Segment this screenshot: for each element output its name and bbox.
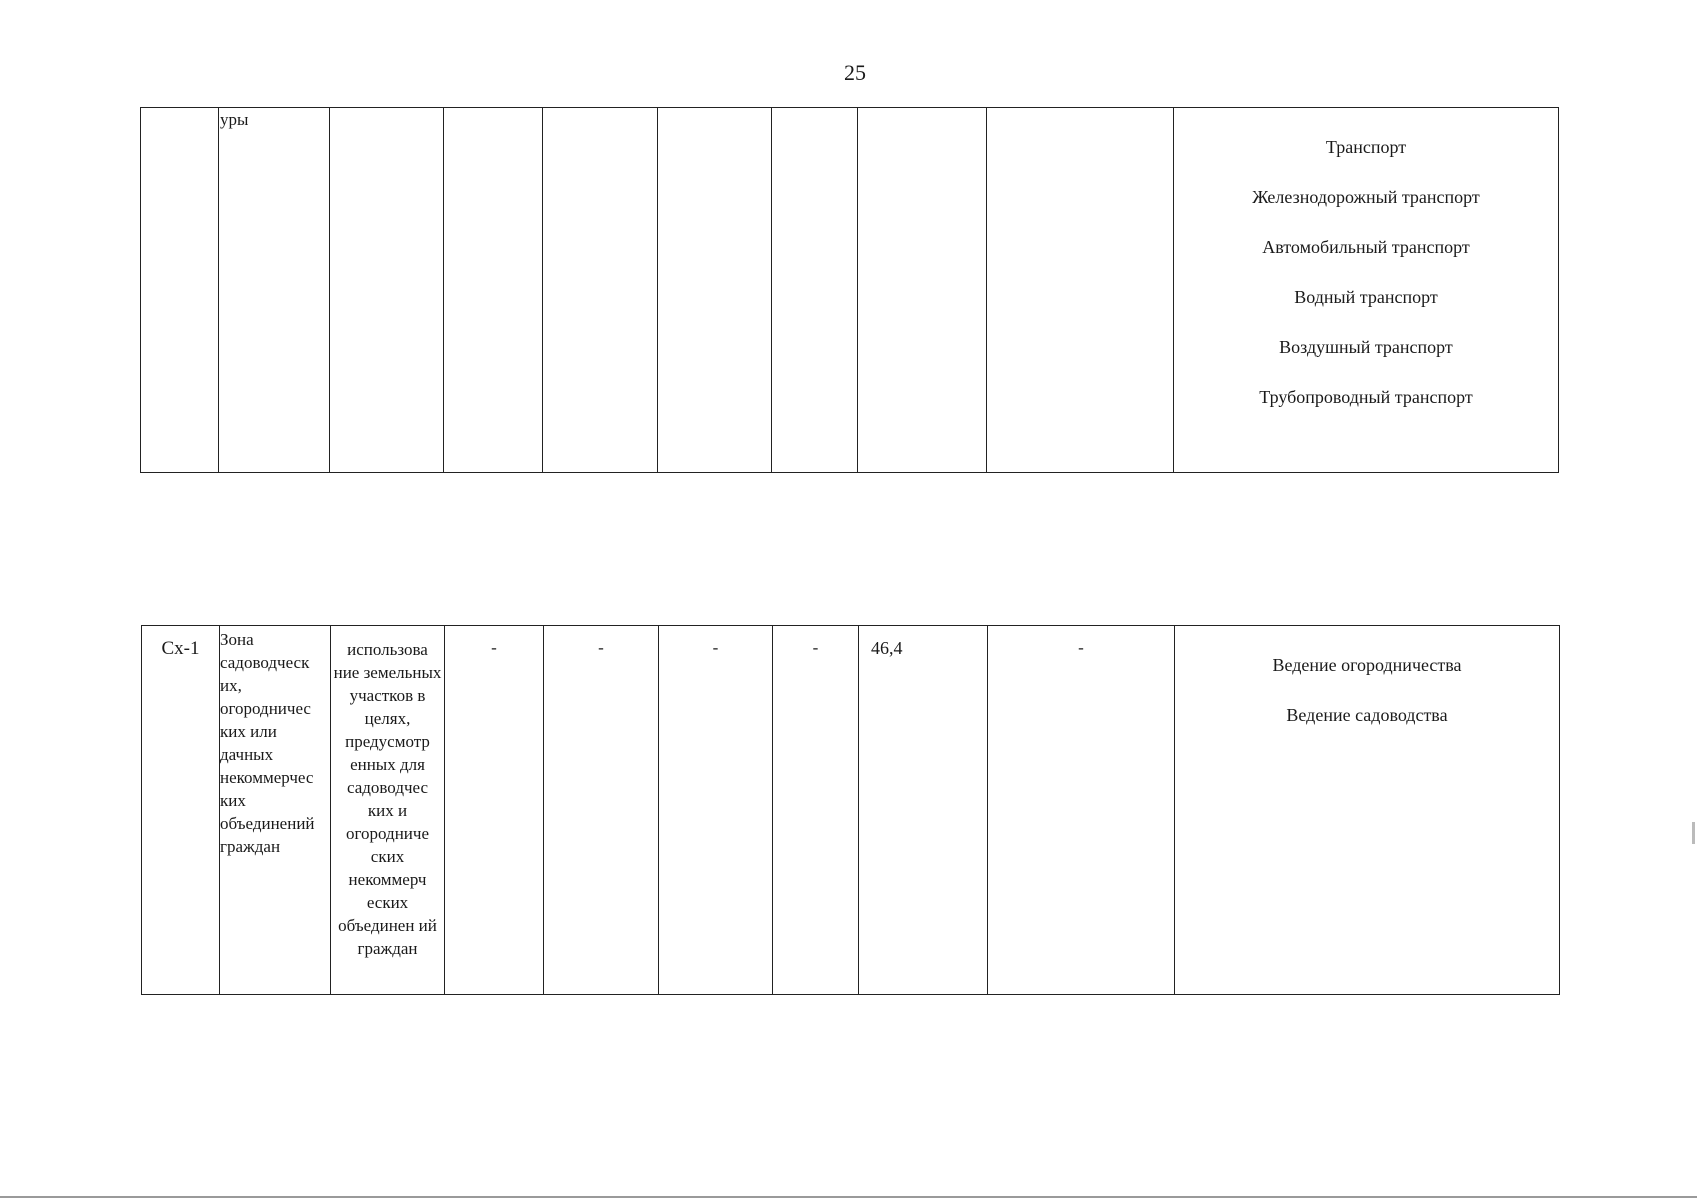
list-item: Ведение огородничества: [1272, 655, 1462, 675]
cell-col5: [543, 108, 658, 473]
table-row: [141, 108, 1559, 473]
cell-col5: [544, 626, 659, 995]
cell-col9: [987, 108, 1174, 473]
list-item: Воздушный транспорт: [1279, 337, 1453, 357]
cell-col6: [659, 626, 773, 995]
list-item: Железнодорожный транспорт: [1252, 187, 1480, 207]
cell-value: -: [812, 638, 819, 657]
cell-col7: [773, 626, 859, 995]
page-number: 25: [844, 60, 866, 85]
list-item: Транспорт: [1325, 137, 1407, 157]
cell-value: -: [1078, 638, 1084, 657]
zone-purpose: использова ние земельных участков в целях, предусмотр енных для садоводчес ких и огородниче ских некоммерч еских объединен ий граждан: [333, 640, 442, 958]
cell-permitted-uses: [1174, 108, 1559, 473]
cell-value: -: [598, 638, 604, 657]
list-item: Трубопроводный транспорт: [1259, 387, 1473, 407]
cell-col4: [444, 108, 543, 473]
cell-col8: [859, 626, 988, 995]
zone-name-continuation: уры: [220, 110, 249, 129]
permitted-uses-list: [1174, 108, 1558, 436]
cell-col7: [772, 108, 858, 473]
cell-value: -: [491, 638, 497, 657]
cell-permitted-uses: [1175, 626, 1560, 995]
cell-col4: [445, 626, 544, 995]
cell-col6: [658, 108, 772, 473]
cell-value: 46,4: [871, 638, 903, 658]
cell-code: [142, 626, 220, 995]
cell-col9: [988, 626, 1175, 995]
cell-col8: [858, 108, 987, 473]
cell-code: [141, 108, 219, 473]
cell-zone-name: [220, 626, 331, 995]
table-row: [142, 626, 1560, 995]
zone-table-continuation: [140, 107, 1559, 473]
cell-purpose: [330, 108, 444, 473]
zone-code: Сх-1: [161, 638, 200, 659]
cell-value: -: [712, 638, 719, 657]
scan-edge-mark: [1692, 822, 1695, 844]
list-item: Ведение садоводства: [1286, 705, 1448, 725]
zone-name: Зона садоводческ их, огородничес ких или дачных некоммерчес ких объединений граждан: [220, 630, 315, 856]
cell-purpose: [331, 626, 445, 995]
zone-table-sx1: [141, 625, 1560, 995]
list-item: Автомобильный транспорт: [1262, 237, 1470, 257]
cell-zone-name: [219, 108, 330, 473]
scan-edge-line: [0, 1196, 1697, 1198]
permitted-uses-list: [1175, 626, 1559, 754]
list-item: Водный транспорт: [1294, 287, 1438, 307]
